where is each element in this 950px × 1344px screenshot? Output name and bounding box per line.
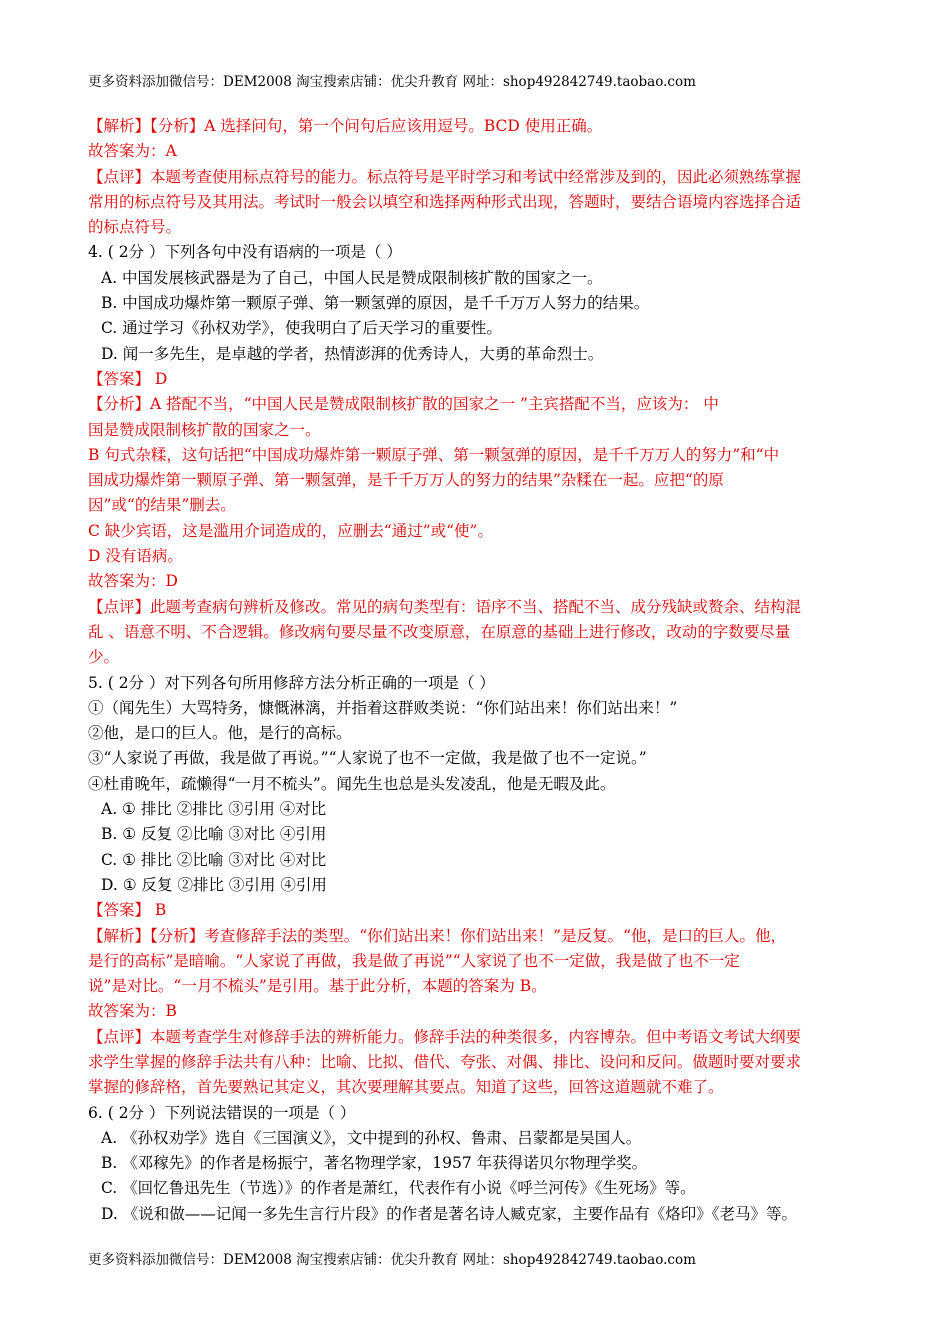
q5-option-b: B. ① 反复 ②比喻 ③对比 ④引用	[101, 825, 327, 844]
q3-comment-line: 常用的标点符号及其用法。考试时一般会以填空和选择两种形式出现，答题时，要结合语境内容选择合适	[88, 192, 802, 211]
q5-option-d: D. ① 反复 ②排比 ③引用 ④引用	[101, 875, 327, 894]
q4-answer-tag: 【答案】 D	[88, 369, 168, 388]
q5-stem: 5. ( 2分 ）对下列各句所用修辞方法分析正确的一项是（ ）	[88, 673, 495, 692]
page-content	[88, 114, 868, 1227]
q5-analysis-line: 说”是对比。“一月不梳头”是引用。基于此分析，本题的答案为 B。	[88, 977, 547, 996]
q4-analysis-line: 国成功爆炸第一颗原子弹、第一颗氢弹，是千千万万人的努力的结果”杂糅在一起。应把“的原	[88, 471, 724, 490]
page-footer: 更多资料添加微信号：DEM2008 淘宝搜索店铺：优尖升教育 网址：shop492842749.taobao.com	[88, 1252, 696, 1268]
q5-sentence: ②他，是口的巨人。他，是行的高标。	[88, 724, 352, 743]
q6-option-d: D. 《说和做——记闻一多先生言行片段》的作者是著名诗人臧克家，主要作品有《烙印》《老马》等。	[101, 1204, 797, 1223]
q5-comment-line: 【点评】本题考查学生对修辞手法的辨析能力。修辞手法的种类很多，内容博杂。但中考语文考试大纲要	[88, 1027, 802, 1046]
q3-answer: 故答案为：A	[88, 142, 177, 161]
q3-comment-line: 的标点符号。	[88, 218, 182, 237]
q5-sentence: ③“人家说了再做，我是做了再说。”“人家说了也不一定做，我是做了也不一定说。”	[88, 749, 647, 768]
q4-comment-line: 乱 、语意不明、不合逻辑。修改病句要尽量不改变原意，在原意的基础上进行修改，改动的字数要尽量	[88, 622, 791, 641]
q4-analysis-line: D 没有语病。	[88, 547, 183, 566]
q4-analysis-line: B 句式杂糅，这句话把“中国成功爆炸第一颗原子弹、第一颗氢弹的原因，是千千万万人的努力”和“中	[88, 445, 780, 464]
q4-analysis-line: C 缺少宾语，这是滥用介词造成的，应删去“通过”或“使”。	[88, 521, 493, 540]
q5-answer-tag: 【答案】 B	[88, 901, 167, 920]
q4-option-b: B. 中国成功爆炸第一颗原子弹、第一颗氢弹的原因，是千千万万人努力的结果。	[101, 294, 650, 313]
q3-comment-line: 【点评】本题考查使用标点符号的能力。标点符号是平时学习和考试中经常涉及到的，因此必须熟练掌握	[88, 167, 802, 186]
q5-sentence: ④杜甫晚年，疏懒得“一月不梳头”。闻先生也总是头发凌乱，他是无暇及此。	[88, 774, 616, 793]
page-header: 更多资料添加微信号：DEM2008 淘宝搜索店铺：优尖升教育 网址：shop492842749.taobao.com	[88, 74, 696, 90]
q5-analysis-line: 【解析】【分析】考查修辞手法的类型。“你们站出来！你们站出来！”是反复。“他，是口的巨人。他，	[88, 926, 787, 945]
q4-analysis-line: 因”或“的结果”删去。	[88, 496, 236, 515]
q6-stem: 6. ( 2分 ）下列说法错误的一项是（ ）	[88, 1103, 356, 1122]
q6-option-c: C. 《回忆鲁迅先生（节选）》的作者是萧红，代表作有小说《呼兰河传》《生死场》等。	[101, 1179, 696, 1198]
q4-analysis-line: 【分析】A 搭配不当，“中国人民是赞成限制核扩散的国家之一 ”主宾搭配不当，应该为： 中	[88, 395, 719, 414]
q6-option-a: A. 《孙权劝学》选自《三国演义》，文中提到的孙权、鲁肃、吕蒙都是吴国人。	[101, 1128, 642, 1147]
q5-comment-line: 求学生掌握的修辞手法共有八种：比喻、比拟、借代、夸张、对偶、排比、设问和反问。做题时要对要求	[88, 1052, 802, 1071]
q5-comment-line: 掌握的修辞格，首先要熟记其定义，其次要理解其要点。知道了这些，回答这道题就不难了。	[88, 1078, 724, 1097]
q5-answer: 故答案为：B	[88, 1002, 177, 1021]
q4-comment-line: 少。	[88, 648, 120, 667]
q5-option-a: A. ① 排比 ②排比 ③引用 ④对比	[101, 800, 327, 819]
q5-analysis-line: 是行的高标”是暗喻。“人家说了再做，我是做了再说”“人家说了也不一定做，我是做了也不一定	[88, 951, 740, 970]
q4-comment-line: 【点评】此题考查病句辨析及修改。常见的病句类型有：语序不当、搭配不当、成分残缺或赘余、结构混	[88, 597, 802, 616]
q4-stem: 4. ( 2分 ）下列各句中没有语病的一项是（ ）	[88, 243, 402, 262]
q4-answer: 故答案为：D	[88, 572, 178, 591]
q6-option-b: B. 《邓稼先》的作者是杨振宁，著名物理学家，1957 年获得诺贝尔物理学奖。	[101, 1154, 648, 1173]
q4-option-c: C. 通过学习《孙权劝学》，使我明白了后天学习的重要性。	[101, 319, 502, 338]
q4-analysis-line: 国是赞成限制核扩散的国家之一。	[88, 420, 321, 439]
q4-option-a: A. 中国发展核武器是为了自己，中国人民是赞成限制核扩散的国家之一。	[101, 268, 603, 287]
q5-sentence: ①（闻先生）大骂特务，慷慨淋漓，并指着这群败类说：“你们站出来！你们站出来！”	[88, 698, 678, 717]
q4-option-d: D. 闻一多先生，是卓越的学者，热情澎湃的优秀诗人，大勇的革命烈士。	[101, 344, 604, 363]
q5-option-c: C. ① 排比 ②比喻 ③对比 ④对比	[101, 850, 327, 869]
q3-analysis: 【解析】【分析】A 选择问句，第一个问句后应该用逗号。BCD 使用正确。	[88, 117, 603, 135]
